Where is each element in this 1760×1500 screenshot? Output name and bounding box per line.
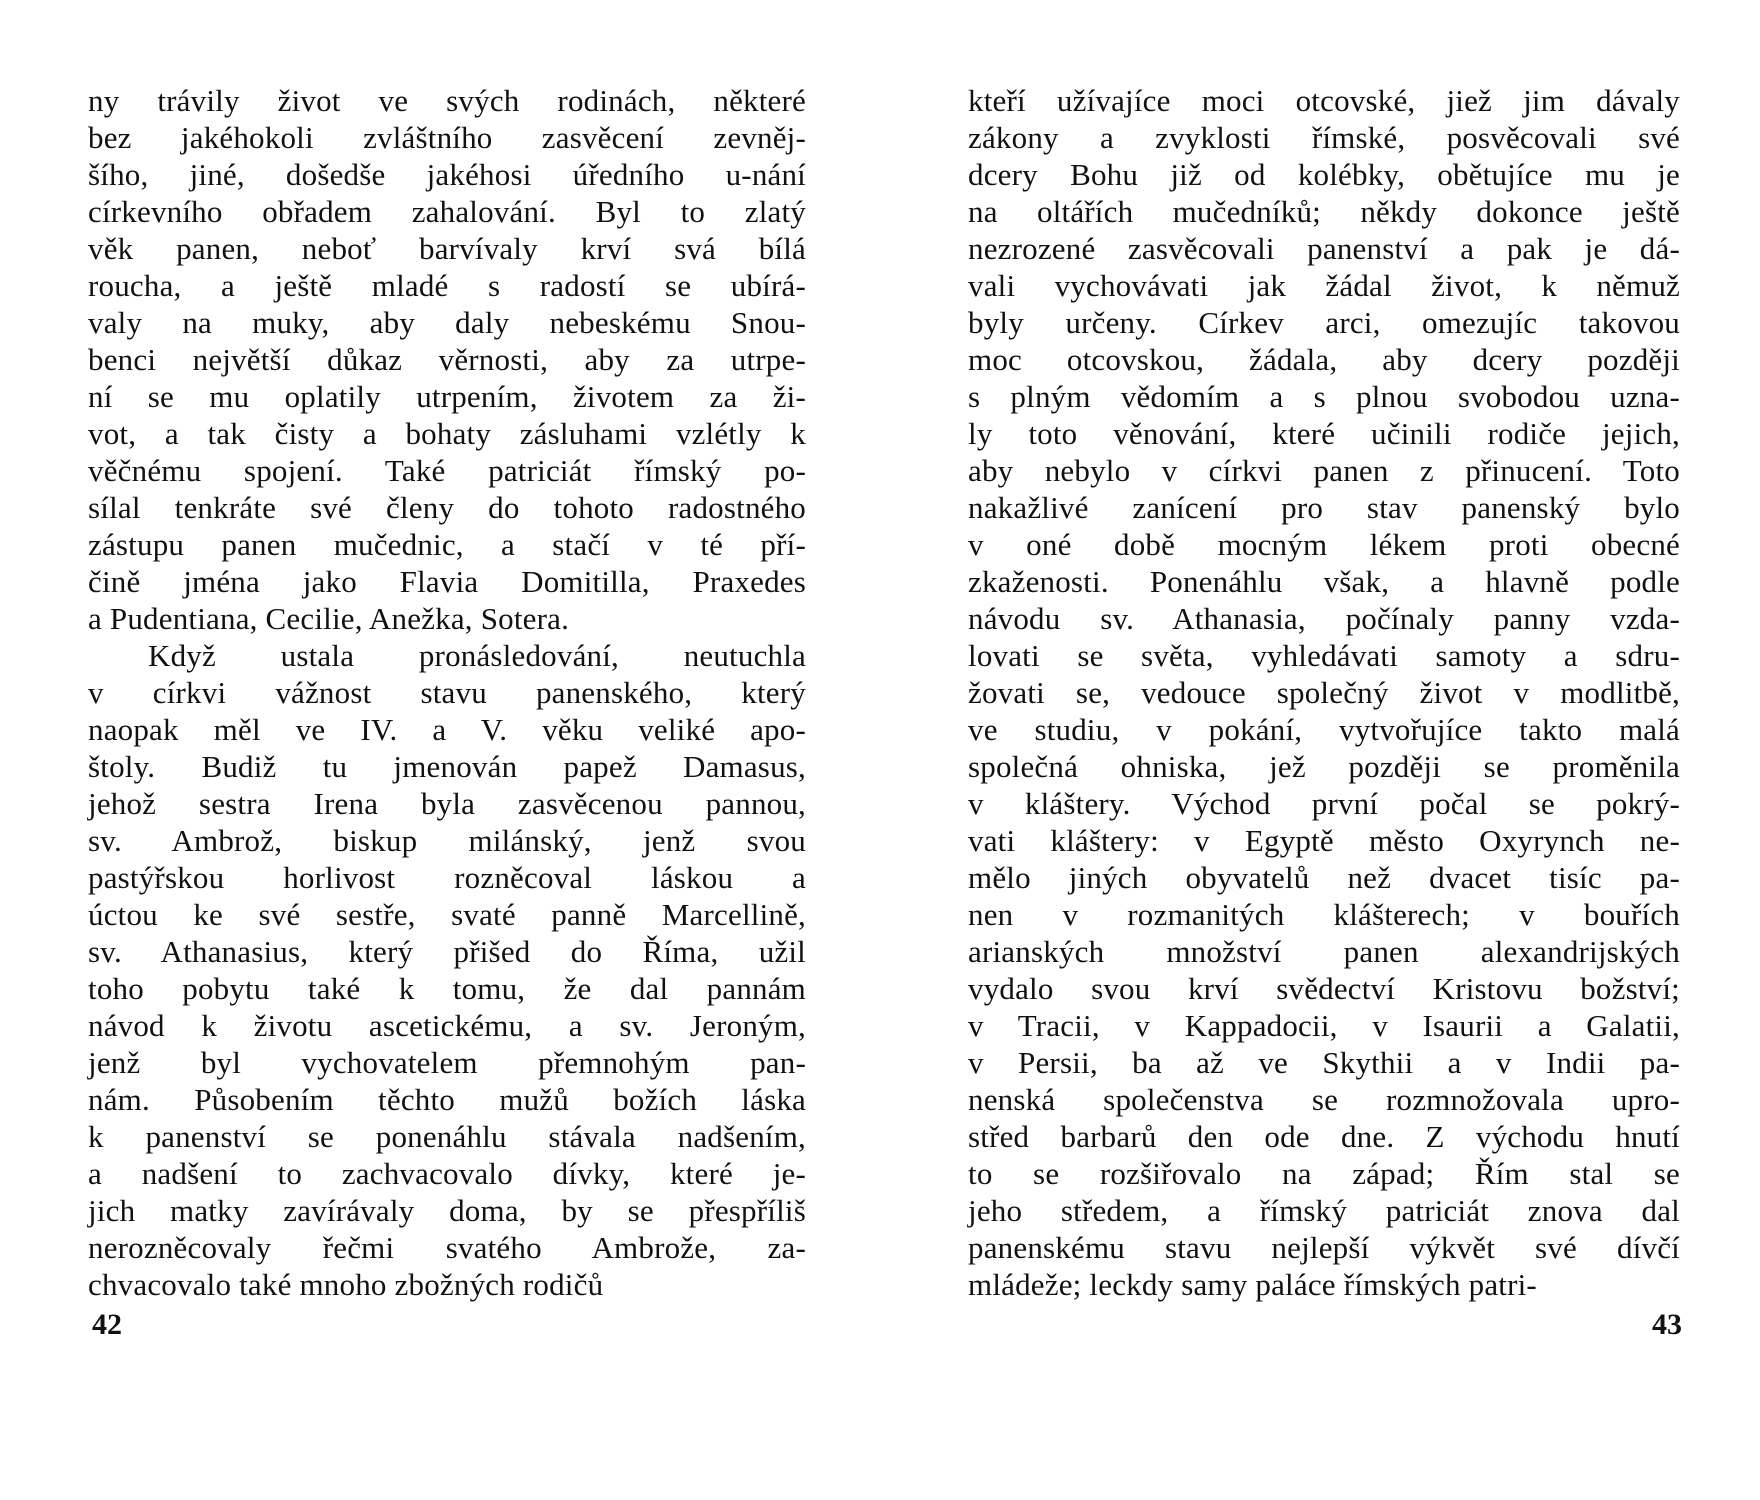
text-line: ve studiu, v pokání, vytvořujíce takto malá [968, 712, 1680, 747]
text-line: k panenství se ponenáhlu stávala nadšením, [88, 1119, 806, 1154]
text-line: nakažlivé zanícení pro stav panenský bylo [968, 490, 1680, 525]
text-line: zástupu panen mučednic, a stačí v té pří- [88, 527, 806, 562]
text-line: ly toto věnování, které učinili rodiče jejich, [968, 416, 1680, 451]
text-line: sv. Athanasius, který přišed do Říma, užil [88, 934, 806, 969]
text-line: dcery Bohu již od kolébky, obětujíce mu je [968, 157, 1680, 192]
right-page-number: 43 [1652, 1308, 1682, 1341]
text-line: vali vychovávati jak žádal život, k němuž [968, 268, 1680, 303]
text-line: v kláštery. Východ první počal se pokrý- [968, 786, 1680, 821]
text-line: zákony a zvyklosti římské, posvěcovali své [968, 120, 1680, 155]
text-line: pastýřskou horlivost rozněcoval láskou a [88, 860, 806, 895]
text-line: církevního obřadem zahalování. Byl to zlatý [88, 194, 806, 229]
text-line: vot, a tak čisty a bohaty zásluhami vzlétly k [88, 416, 806, 451]
text-line: jenž byl vychovatelem přemnohým pan- [88, 1045, 806, 1080]
text-line: na oltářích mučedníků; někdy dokonce ještě [968, 194, 1680, 229]
text-line: jeho středem, a římský patriciát znova dal [968, 1193, 1680, 1228]
text-line: v církvi vážnost stavu panenského, který [88, 675, 806, 710]
text-line: Když ustala pronásledování, neutuchla [148, 638, 806, 673]
text-line: věk panen, neboť barvívaly krví svá bílá [88, 231, 806, 266]
text-line: zkaženosti. Ponenáhlu však, a hlavně podle [968, 564, 1680, 599]
text-line: jehož sestra Irena byla zasvěcenou pannou, [88, 786, 806, 821]
text-line: byly určeny. Církev arci, omezujíc takovou [968, 305, 1680, 340]
left-page-number: 42 [92, 1308, 122, 1341]
left-page [88, 82, 806, 1303]
text-line: bez jakéhokoli zvláštního zasvěcení zevněj- [88, 120, 806, 155]
text-line: roucha, a ještě mladé s radostí se ubírá- [88, 268, 806, 303]
text-line: štoly. Budiž tu jmenován papež Damasus, [88, 749, 806, 784]
text-line: nezrozené zasvěcovali panenství a pak je dá- [968, 231, 1680, 266]
text-line: a Pudentiana, Cecilie, Anežka, Sotera. [88, 601, 570, 636]
text-line: nen v rozmanitých klášterech; v bouřích [968, 897, 1680, 932]
text-line: nerozněcovaly řečmi svatého Ambrože, za- [88, 1230, 806, 1265]
text-line: čině jména jako Flavia Domitilla, Praxedes [88, 564, 806, 599]
text-line: benci největší důkaz věrnosti, aby za utrpe- [88, 342, 806, 377]
text-line: lovati se světa, vyhledávati samoty a sdru- [968, 638, 1680, 673]
text-line: sv. Ambrož, biskup milánský, jenž svou [88, 823, 806, 858]
text-line: ny trávily život ve svých rodinách, některé [88, 83, 806, 118]
text-line: společná ohniska, jež později se proměnila [968, 749, 1680, 784]
text-line: úctou ke své sestře, svaté panně Marcellině, [88, 897, 806, 932]
text-line: nenská společenstva se rozmnožovala upro- [968, 1082, 1680, 1117]
text-line: žovati se, vedouce společný život v modlitbě, [968, 675, 1680, 710]
text-line: v Persii, ba až ve Skythii a v Indii pa- [968, 1045, 1680, 1080]
right-page [968, 82, 1680, 1303]
text-line: sílal tenkráte své členy do tohoto radostného [88, 490, 806, 525]
text-line: s plným vědomím a s plnou svobodou uzna- [968, 379, 1680, 414]
text-line: vydalo svou krví svědectví Kristovu božství; [968, 971, 1680, 1006]
text-line: šího, jiné, došedše jakéhosi úředního u-nání [88, 157, 806, 192]
text-line: chvacovalo také mnoho zbožných rodičů [88, 1267, 604, 1302]
text-line: naopak měl ve IV. a V. věku veliké apo- [88, 712, 806, 747]
text-line: toho pobytu také k tomu, že dal pannám [88, 971, 806, 1006]
text-line: v Tracii, v Kappadocii, v Isaurii a Galatii, [968, 1008, 1680, 1043]
text-line: a nadšení to zachvacovalo dívky, které je- [88, 1156, 806, 1191]
text-line: mládeže; leckdy samy paláce římských patri- [968, 1267, 1537, 1302]
text-line: panenskému stavu nejlepší výkvět své dívčí [968, 1230, 1680, 1265]
text-line: ní se mu oplatily utrpením, životem za ži- [88, 379, 806, 414]
text-line: nám. Působením těchto mužů božích láska [88, 1082, 806, 1117]
text-line: vati kláštery: v Egyptě město Oxyrynch ne- [968, 823, 1680, 858]
text-line: mělo jiných obyvatelů než dvacet tisíc pa- [968, 860, 1680, 895]
text-line: moc otcovskou, žádala, aby dcery později [968, 342, 1680, 377]
text-line: to se rozšiřovalo na západ; Řím stal se [968, 1156, 1680, 1191]
text-line: návodu sv. Athanasia, počínaly panny vzda- [968, 601, 1680, 636]
text-line: arianských množství panen alexandrijských [968, 934, 1680, 969]
text-line: jich matky zavírávaly doma, by se přespříliš [88, 1193, 806, 1228]
text-line: věčnému spojení. Také patriciát římský po- [88, 453, 806, 488]
text-line: návod k životu ascetickému, a sv. Jeroným, [88, 1008, 806, 1043]
text-line: kteří užívajíce moci otcovské, jiež jim dávaly [968, 83, 1680, 118]
text-line: valy na muky, aby daly nebeskému Snou- [88, 305, 806, 340]
text-line: střed barbarů den ode dne. Z východu hnutí [968, 1119, 1680, 1154]
text-line: aby nebylo v církvi panen z přinucení. Toto [968, 453, 1680, 488]
text-line: v oné době mocným lékem proti obecné [968, 527, 1680, 562]
